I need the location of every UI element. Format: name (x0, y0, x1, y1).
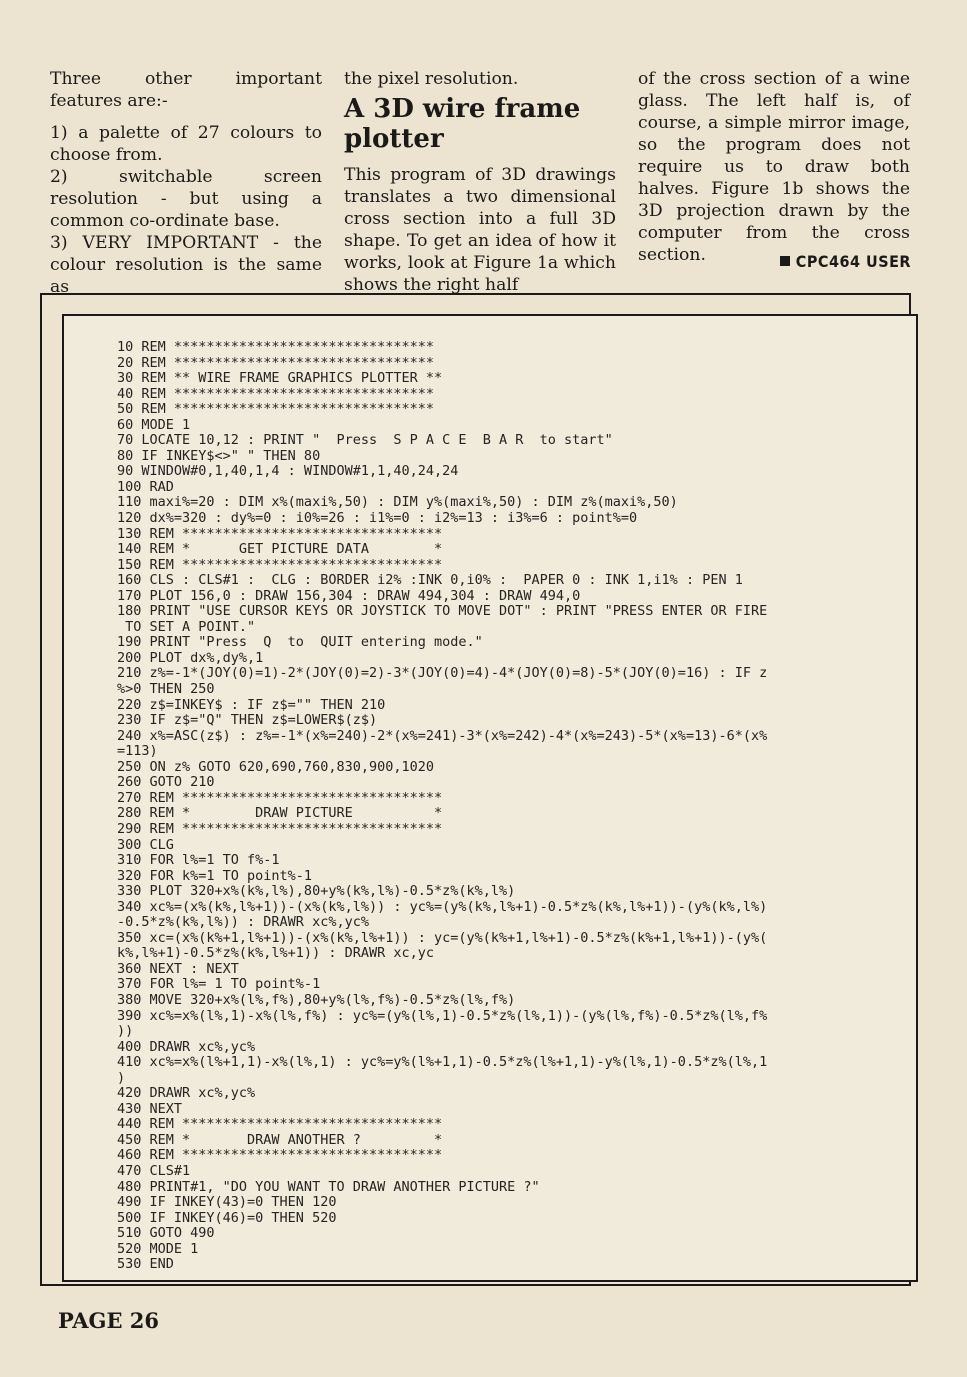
listing-line: 120 dx%=320 : dy%=0 : i0%=26 : i1%=0 : i2%=13 : i3%=6 : point%=0 (117, 510, 638, 527)
listing-line: )) (117, 1023, 134, 1040)
listing-line: 480 PRINT#1, "DO YOU WANT TO DRAW ANOTHER PICTURE ?" (117, 1178, 540, 1195)
listing-line: 150 REM ******************************** (117, 556, 443, 573)
listing-line: 450 REM * DRAW ANOTHER ? * (117, 1131, 443, 1148)
listing-line: 250 ON z% GOTO 620,690,760,830,900,1020 (117, 758, 434, 775)
listing-line: 420 DRAWR xc%,yc% (117, 1085, 256, 1102)
lead-text: the pixel resolution. (344, 69, 519, 89)
listing-line: 170 PLOT 156,0 : DRAW 156,304 : DRAW 494,304 : DRAW 494,0 (117, 587, 581, 604)
listing-line: 210 z%=-1*(JOY(0)=1)-2*(JOY(0)=2)-3*(JOY(0)=4)-4*(JOY(0)=8)-5*(JOY(0)=16) : IF z (117, 665, 768, 682)
feature-item-1: 1) a palette of 27 colours to choose from. (50, 123, 322, 165)
listing-line: 360 NEXT : NEXT (117, 960, 239, 977)
listing-line: 240 x%=ASC(z$) : z%=-1*(x%=240)-2*(x%=241)-3*(x%=242)-4*(x%=243)-5*(x%=13)-6*(x% (117, 727, 768, 744)
listing-line: 290 REM ******************************** (117, 820, 443, 837)
listing-line: 310 FOR l%=1 TO f%-1 (117, 852, 280, 869)
article-body-1: This program of 3D drawings translates a two dimensional cross section into a full 3D shape. To get an idea of how it works, look at Figure 1a which shows the right half (344, 165, 616, 295)
page-number: PAGE 26 (58, 1308, 160, 1333)
article-column-2 (344, 68, 616, 296)
listing-line: 470 CLS#1 (117, 1162, 191, 1179)
listing-line: 390 xc%=x%(l%,1)-x%(l%,f%) : yc%=(y%(l%,1)-0.5*z%(l%,1))-(y%(l%,f%)-0.5*z%(l%,f% (117, 1007, 768, 1024)
listing-line: 90 WINDOW#0,1,40,1,4 : WINDOW#1,1,40,24,24 (117, 463, 459, 480)
listing-line: 160 CLS : CLS#1 : CLG : BORDER i2% :INK 0,i0% : PAPER 0 : INK 1,i1% : PEN 1 (117, 572, 743, 589)
listing-line: 380 MOVE 320+x%(l%,f%),80+y%(l%,f%)-0.5*z%(l%,f%) (117, 991, 516, 1008)
listing-line: 430 NEXT (117, 1100, 183, 1117)
magazine-brand (780, 252, 911, 271)
listing-line: 20 REM ******************************** (117, 354, 434, 371)
listing-line: 490 IF INKEY(43)=0 THEN 120 (117, 1194, 337, 1211)
program-listing (117, 340, 877, 1273)
listing-line: ) (117, 1069, 126, 1086)
listing-line: 130 REM ******************************** (117, 525, 443, 542)
listing-line: 110 maxi%=20 : DIM x%(maxi%,50) : DIM y%(maxi%,50) : DIM z%(maxi%,50) (117, 494, 678, 511)
listing-line: 500 IF INKEY(46)=0 THEN 520 (117, 1209, 337, 1226)
listing-line: 400 DRAWR xc%,yc% (117, 1038, 256, 1055)
square-bullet-icon (780, 256, 790, 266)
listing-line: 260 GOTO 210 (117, 774, 215, 791)
listing-line: k%,l%+1)-0.5*z%(k%,l%+1)) : DRAWR xc,yc (117, 945, 434, 962)
listing-line: 230 IF z$="Q" THEN z$=LOWER$(z$) (117, 712, 378, 729)
listing-line: 280 REM * DRAW PICTURE * (117, 805, 443, 822)
listing-line: =113) (117, 743, 158, 760)
article-column-3 (638, 68, 910, 266)
listing-line: 530 END (117, 1256, 174, 1273)
listing-line: TO SET A POINT." (117, 618, 256, 635)
article-body-2: of the cross section of a wine glass. The left half is, of course, a simple mirror image, so the program does not require us to draw both halves. Figure 1b shows the 3D projection drawn by the computer from the cross section. (638, 69, 910, 265)
listing-line: 410 xc%=x%(l%+1,1)-x%(l%,1) : yc%=y%(l%+1,1)-0.5*z%(l%+1,1)-y%(l%,1)-0.5*z%(l%,1 (117, 1054, 768, 1071)
listing-line: 320 FOR k%=1 TO point%-1 (117, 867, 313, 884)
intro-text: Three other important features are:- (50, 69, 322, 111)
listing-line: 270 REM ******************************** (117, 789, 443, 806)
feature-item-3: 3) VERY IMPORTANT - the colour resolution is the same as (50, 233, 322, 297)
article-column-1 (50, 68, 322, 298)
listing-line: 200 PLOT dx%,dy%,1 (117, 649, 264, 666)
listing-line: 40 REM ******************************** (117, 385, 434, 402)
listing-line: 460 REM ******************************** (117, 1147, 443, 1164)
listing-line: 520 MODE 1 (117, 1240, 199, 1257)
listing-line: 70 LOCATE 10,12 : PRINT " Press S P A C E B A R to start" (117, 432, 613, 449)
listing-line: 510 GOTO 490 (117, 1225, 215, 1242)
listing-line: 370 FOR l%= 1 TO point%-1 (117, 976, 321, 993)
feature-item-2: 2) switchable screen resolution - but using a common co-ordinate base. (50, 167, 322, 231)
listing-line: 60 MODE 1 (117, 416, 191, 433)
listing-line: 350 xc=(x%(k%+1,l%+1))-(x%(k%,l%+1)) : yc=(y%(k%+1,l%+1)-0.5*z%(k%+1,l%+1))-(y%( (117, 929, 768, 946)
listing-line: 220 z$=INKEY$ : IF z$="" THEN 210 (117, 696, 386, 713)
listing-line: 330 PLOT 320+x%(k%,l%),80+y%(k%,l%)-0.5*z%(k%,l%) (117, 883, 516, 900)
listing-line: 180 PRINT "USE CURSOR KEYS OR JOYSTICK TO MOVE DOT" : PRINT "PRESS ENTER OR FIRE (117, 603, 768, 620)
listing-line: 140 REM * GET PICTURE DATA * (117, 541, 443, 558)
listing-line: 80 IF INKEY$<>" " THEN 80 (117, 447, 321, 464)
listing-line: 440 REM ******************************** (117, 1116, 443, 1133)
listing-line: 300 CLG (117, 836, 174, 853)
listing-line: %>0 THEN 250 (117, 681, 215, 698)
listing-line: 190 PRINT "Press Q to QUIT entering mode." (117, 634, 483, 651)
listing-line: 10 REM ******************************** (117, 339, 434, 355)
listing-line: 50 REM ******************************** (117, 401, 434, 418)
brand-label: CPC464 USER (795, 252, 911, 271)
article-headline: A 3D wire frame plotter (344, 94, 581, 154)
listing-line: 340 xc%=(x%(k%,l%+1))-(x%(k%,l%)) : yc%=(y%(k%,l%+1)-0.5*z%(k%,l%+1))-(y%(k%,l%) (117, 898, 768, 915)
listing-line: 100 RAD (117, 478, 174, 495)
listing-line: -0.5*z%(k%,l%)) : DRAWR xc%,yc% (117, 914, 369, 931)
listing-line: 30 REM ** WIRE FRAME GRAPHICS PLOTTER ** (117, 370, 443, 387)
